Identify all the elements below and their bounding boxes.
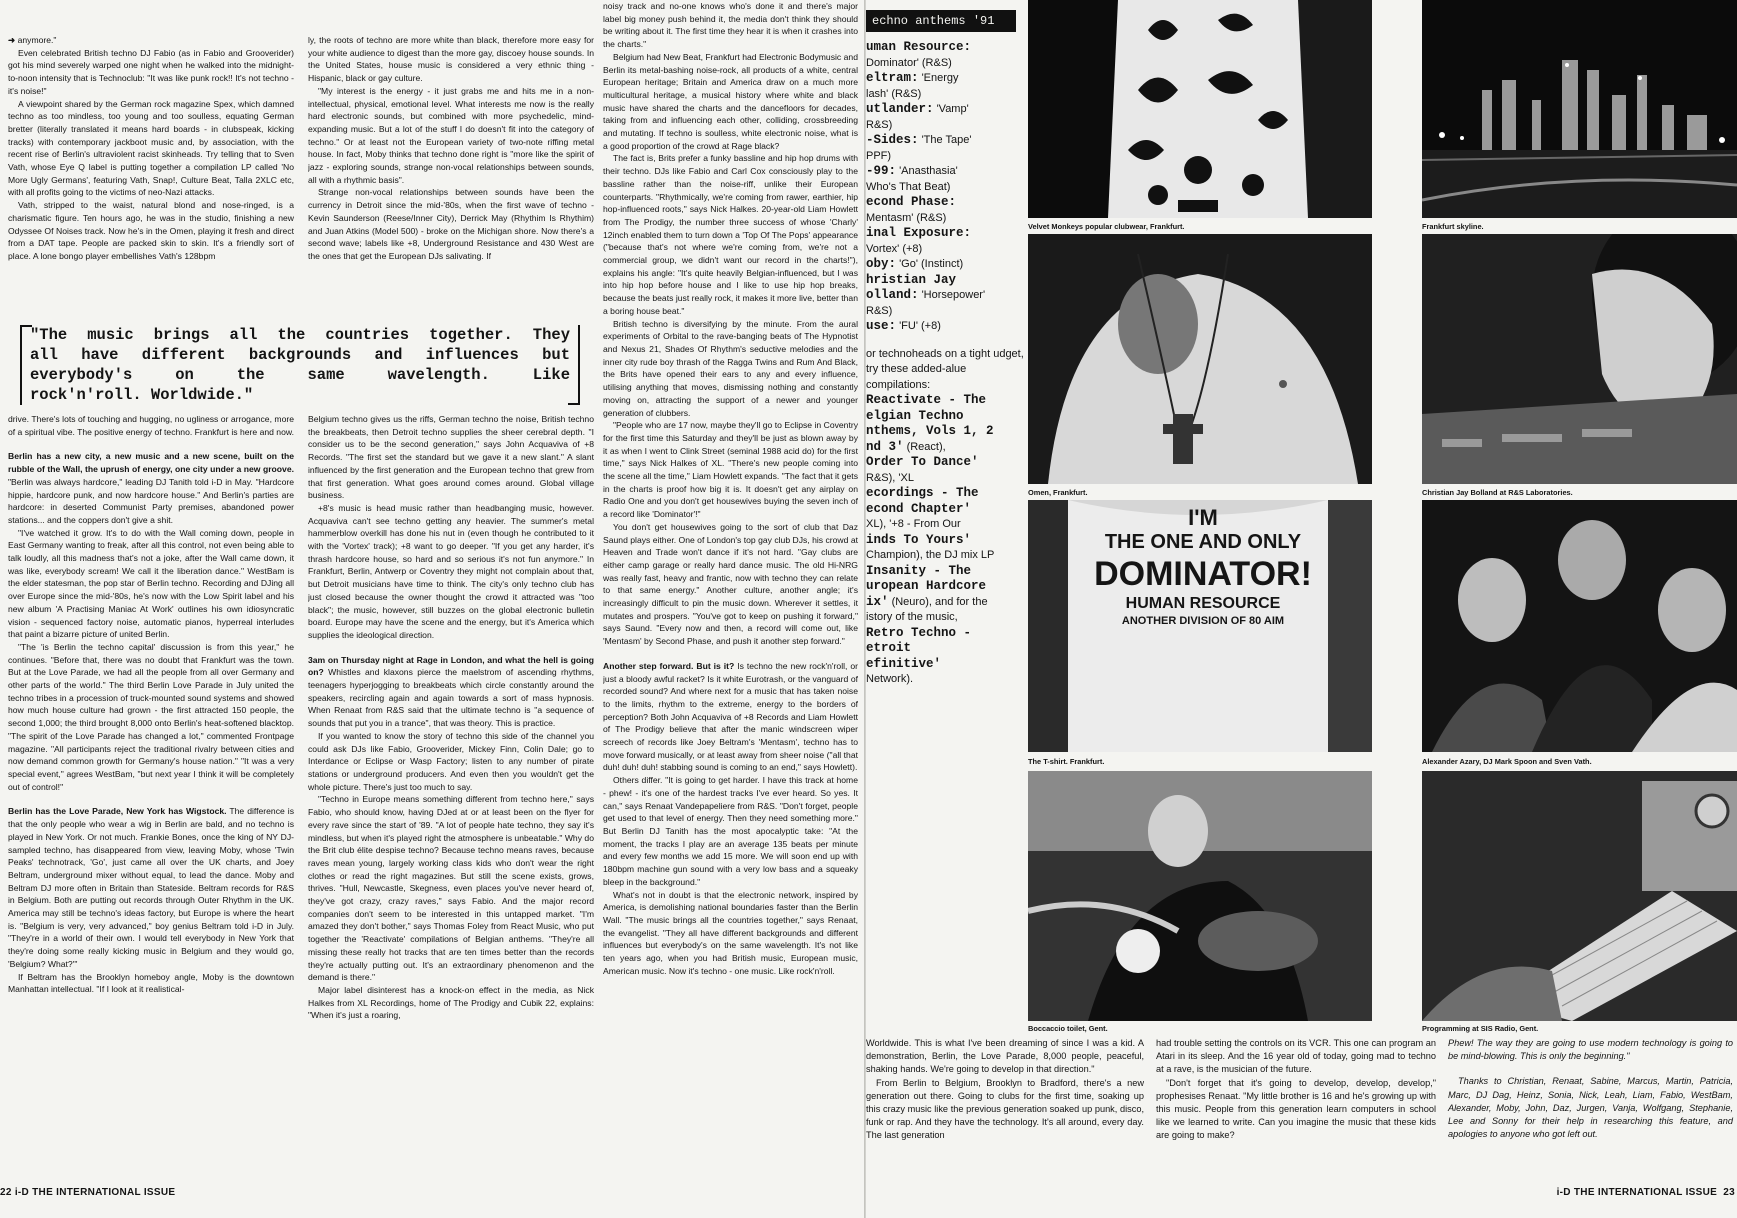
photo-christian-jay-bolland: [1422, 234, 1737, 484]
paragraph: Even celebrated British techno DJ Fabio (as in Fabio and Grooverider) got his mind severely warped one night when he walked into the midnight-to-noon intensity that is Technoclub: "It was like punk rock!! It's not techno - it's noise!": [8, 47, 294, 96]
sidebar-label-text: PPF): [866, 149, 892, 162]
sidebar-title-text: ix': [866, 594, 889, 609]
paragraph: Is techno the new rock'n'roll, or just a bloody awful racket? Is it white Eurotrash, or the vanguard of recorded sound? And where next for a music that has taken noise to the limits, rhythm to the extreme, energy to the borders of perception? Both John Acquaviva of +8 Records and Liam Howlett of The Prodigy believe that after the manic windscreen wiper screech of records like Joey Beltram's 'Mentasm', techno has to move forward musically, or at least away from sheer noise ("all that duh! duh! duh! stabbing sound is coming to an end," says Howlett).: [603, 660, 858, 773]
article-column-1: [8, 34, 294, 324]
sidebar-line: [866, 595, 1026, 611]
left-page: [0, 0, 865, 1218]
sidebar-title-text: utlander:: [866, 102, 934, 116]
photo-sis-radio-programming: [1422, 771, 1737, 1021]
sidebar-title-text: econd Chapter': [866, 501, 972, 516]
sidebar-label-text: Mentasm' (R&S): [866, 211, 947, 224]
paragraph: Phew! The way they are going to use modern technology is going to be mind-blowing. This is only the beginning.": [1448, 1038, 1733, 1062]
paragraph: Vath, stripped to the waist, natural blond and nose-ringed, is a charismatic figure. Ten hours ago, he was in the studio, finishing a new Odyssee Of Noises track. Now he's in the Omen, playing it fresh and direct from a DAT tape. People are packed skin to skin. It's a friendly sort of place. A lone bongo player embellishes Vath's 128bpm: [8, 200, 294, 261]
closing-column-1: [866, 1037, 1144, 1143]
pull-quote-line: all have different backgrounds and influences but: [30, 346, 570, 364]
paragraph: Belgium had New Beat, Frankfurt had Electronic Bodymusic and Berlin its metal-bashing noise-rock, all products of a white, central European heritage; Britain and America draw on a much more multicultural heritage, a musical history where white and black music have shared the charts and the dancefloors for decades, taking from and influencing each other, colliding, crossbreeding and mutating. If techno is soulless, white electronic noise, what is a good proportion of the crowd at Rage black?: [603, 51, 858, 151]
paragraph: Major label disinterest has a knock-on effect in the media, as Nick Halkes from XL Recordings, home of The Prodigy and Cubik 22, explains: "When it's just a roaring,: [308, 984, 594, 1021]
photo-caption: Christian Jay Bolland at R&S Laboratories.: [1422, 488, 1573, 497]
sidebar-label-text: R&S): [866, 118, 893, 131]
tshirt-text: HUMAN RESOURCE: [1125, 595, 1281, 612]
paragraph: "The 'is Berlin the techno capital' discussion is from this year," he continues. "Before that, there was no doubt that Frankfurt was the town. But at the Love Parade, we had all the people from all over Germany and other parts of the world." The third Berlin Love Parade in July united the techno tribes in a procession of truck-mounted sound systems and showed how much house culture had grown - the first attracted 150 people, the second 1,000; the third brought 8,000 onto Berlin's heat-softened blacktop. "The spirit of the Love Parade has changed a lot," commented Frontpage magazine. "All participants reject the traditional rivalry between cities and now demand common growth for Germany's house nation." "It was a very special event," agrees WestBam, "but next year I think it will be completely out of control!": [8, 641, 294, 792]
sidebar-label-text: 'Horsepower': [918, 289, 986, 301]
sidebar-label-text: 'Anasthasia': [896, 165, 958, 177]
sidebar-label-text: Network).: [866, 673, 914, 685]
sidebar-line: [866, 242, 1026, 258]
paragraph: Others differ. "It is going to get harder. I have this track at home - phew! - it's one of the hardest tracks I've ever heard. So yes. It can," says Renaat Vandepapeliere from R&S. "Don't forget, people get used to that level of energy. Then they need something more." But Berlin DJ Tanith has the most apocalyptic take: "At the moment, the tracks I play are an average 135 beats per minute and every few months we add 15 more. We will soon end up with 180bpm machine gun sound with a very low bass and a squeaky bleep in the background.": [603, 775, 858, 887]
sidebar-title-text: Reactivate - The: [866, 393, 987, 407]
sidebar-label-text: Vortex' (+8): [866, 242, 923, 255]
paragraph: You don't get housewives going to the sort of club that Daz Saund plays either. One of London's top gay club DJs, his crowd at Heaven and Trade won't dance if it's not hard. "Gay clubs are either camp garage or really hard dance music. The old Hi-NRG was really fast, heavy and frantic, now with techno they can relate to that same energy." Another culture, another angle; it's increasingly difficult to pin the music down. Wherever it settles, it mutates and prospers. "You've got to keep on pushing it forward," says Saund. "Every now and then, a record will come out, like 'Mentasm' by Second Phase, and push it another step forward.": [603, 521, 858, 647]
photo-caption: The T-shirt. Frankfurt.: [1028, 757, 1105, 766]
paragraph: The difference is that the only people who wear a wig in Berlin are bald, and no techno is played in New York. Or not much. Frankie Bones, once the king of NY DJ-sampled techno, has disappeared from view, leaving Moby, whose 'Twin Peaks' technotrack, 'Go', just came all over the UK charts, and Joey Beltram, underground mixer without equal, to lead the dance. Moby and Beltram DJ more often in Britain than Stateside. Beltram records for R&S in Belgium. Both are putting out records through Outer Rhythm in the UK. America may still be techno's ideas factory, but Europe is where the heart is. "Belgium is very, very advanced," boy genius Beltram told i-D in July. "They're in a world of their own. I would tell everybody in New York that they're doing some really kicking music in Belgium and they would go, 'Belgium? What?'": [8, 806, 294, 969]
paragraph: The fact is, Brits prefer a funky bassline and hip hop drums with their techno. DJs like Fabio and Carl Cox consciously play to the bassline rather than the noise-riff, unlike their European counterparts. "Rhythmically, we're coming from rawer, earthier, hip hop-influenced roots," says Nick Halkes. 20-year-old Liam Howlett from The Prodigy, the number three success of whose 'Charly' 12inch enabled them to turn down a 'Top Of The Pops' appearance ("because that's not where we're coming from, we're not a commercial group, we didn't want our record in the charts!"), explains his angle: "It's quite heavily Belgian-influenced, but I was into hip hop before house and I like to use hip hop breaks, because the beats just really rock, it makes it more live, better than a boring house beat.": [603, 153, 858, 316]
sidebar-line: [866, 672, 1026, 688]
photo-velvet-monkeys-clubwear: [1028, 0, 1372, 218]
photo-caption: Boccaccio toilet, Gent.: [1028, 1024, 1108, 1033]
paragraph: had trouble setting the controls on its VCR. This one can program an Atari in its sleep. And the 16 year old of today, going mad to techno at a rave, is the musician of the future.: [1156, 1038, 1436, 1075]
closing-column-2: [1156, 1037, 1436, 1143]
photo-dominator-tshirt: [1028, 500, 1372, 752]
pull-quote: [20, 325, 580, 405]
sidebar-label-text: (Neuro), and for the: [888, 595, 988, 608]
continuation-arrow-icon: ➜: [8, 35, 18, 45]
sidebar-line: [866, 486, 1026, 502]
photo-azary-spoon-vath: [1422, 500, 1737, 752]
photo-frankfurt-skyline: [1422, 0, 1737, 218]
sidebar-title-text: elgian Techno: [866, 408, 964, 423]
sidebar-title-text: efinitive': [866, 656, 942, 671]
sidebar-title-text: uropean Hardcore: [866, 579, 987, 593]
sidebar-line: [866, 257, 1026, 273]
photo-boccaccio-toilet: [1028, 771, 1372, 1021]
paragraph: If you wanted to know the story of techno this side of the channel you could ask DJs like Fabio, Grooverider, Mickey Finn, Colin Dale; go to Interdance or Eclipse or Wasp Factory; listen to any number of pirate stations or underground producers. And even then you wouldn't get the whole picture. There's just too much to say.: [308, 730, 594, 792]
sidebar-line: [866, 564, 1026, 580]
sidebar-label-text: 'Energy: [918, 72, 959, 84]
anthems-sidebar: [866, 40, 1026, 688]
sidebar-line: [866, 211, 1026, 227]
sidebar-line: [866, 304, 1026, 320]
sidebar-line: [866, 273, 1026, 289]
subhead: 3am on Thursday night at Rage in London, and what the hell is going on?: [308, 654, 594, 678]
sidebar-title-text: oby:: [866, 257, 897, 271]
sidebar-line: [866, 319, 1026, 335]
sidebar-label-text: Champion), the DJ mix LP: [866, 549, 995, 561]
photo-caption: Velvet Monkeys popular clubwear, Frankfurt.: [1028, 222, 1185, 231]
sidebar-line: [866, 533, 1026, 549]
sidebar-line: [866, 118, 1026, 134]
sidebar-line: [866, 517, 1026, 533]
paragraph: anymore.": [17, 35, 57, 45]
sidebar-line: [866, 548, 1026, 564]
sidebar-line: [866, 471, 1026, 487]
magazine-title: i-D THE INTERNATIONAL ISSUE: [1556, 1187, 1718, 1198]
sidebar-line: [866, 657, 1026, 673]
sidebar-label-text: Who's That Beat): [866, 180, 951, 193]
right-page: [866, 0, 1737, 1218]
page-number: 22: [0, 1187, 12, 1198]
sidebar-label-text: XL), '+8 - From Our: [866, 518, 961, 530]
tshirt-text: THE ONE AND ONLY: [1104, 531, 1302, 553]
pull-quote-line: "The music brings all the countries together. They: [30, 326, 570, 344]
sidebar-line: [866, 455, 1026, 471]
sidebar-line: [866, 40, 1026, 56]
magazine-title: i-D THE INTERNATIONAL ISSUE: [14, 1187, 176, 1198]
sidebar-title-text: eltram:: [866, 71, 919, 85]
paragraph: "People who are 17 now, maybe they'll go to Eclipse in Coventry for the first time this Saturday and they'll be just as blown away by it as when I went to Clink Street (seminal 1988 acid do) for the first time," says Nick Halkes of XL. "There's new people coming into the scene all the time," Liam Howlett expands. "The fact that it gets in the charts is proof how big it is. It doesn't get any airplay on Radio One and you don't get housewives buying the seven inch of a record like 'Dominator'!": [603, 420, 858, 520]
article-column-2: [308, 34, 594, 324]
sidebar-title-text: ecordings - The: [866, 486, 979, 500]
sidebar-line: [866, 579, 1026, 595]
sidebar-title: echno anthems '91: [866, 10, 1016, 32]
sidebar-label-text: 'The Tape': [918, 134, 972, 146]
sidebar-title-text: econd Phase:: [866, 195, 957, 209]
paragraph: +8's music is head music rather than headbanging music, however. Acquaviva can't see techno getting any heavier. The summer's metal hammerblow overkill has done his nut in (even though he contributed to it with the 'Vortex' track); +8 want to go deeper. "If you get any harder, it's thrash hardcore house, so hard and so serious it's not fun anymore." In Frankfurt, Berlin, Antwerp or Coventry they might not complain about that, but Detroit musicians have time to think. The city's only techno club has just closed because the owner thought the crowd it attracted was "too black"; the music, however, still buzzes on the global electronic bulletin board. Europe may have the scene and the energy, but it's America which supplies the ideological direction.: [308, 502, 594, 640]
sidebar-label-text: (React),: [903, 440, 946, 453]
photo-caption: Frankfurt skyline.: [1422, 222, 1484, 231]
page-folio: [0, 1187, 175, 1198]
sidebar-line: [866, 641, 1026, 657]
sidebar-line: [866, 102, 1026, 118]
sidebar-title-text: inal Exposure:: [866, 226, 972, 240]
tshirt-text: ANOTHER DIVISION OF 80 AIM: [1121, 615, 1285, 627]
sidebar-line: [866, 502, 1026, 518]
paragraph: If Beltram has the Brooklyn homeboy angle, Moby is the downtown Manhattan intellectual. "If I look at it realistical-: [8, 971, 294, 995]
paragraph: "Techno in Europe means something different from techno here," says Fabio, who should know, having DJed at or at least been on the flyer for every rave since the start of '89. "A lot of people hate techno, they say it's mindless, but when it's played right the atmosphere is unbeatable." Why do the Brit club élite despise techno? Because techno means raves, because raves mean young, largely working class kids who don't wear the right clothes or read the right magazines. But still the scene exists, grows, thrives. "Hull, Newcastle, Skegness, even places you've never heard of, they've got crazy, crazy raves," says Fabio. And the major record companies don't seem to be interested in this untapped market. "I'm amazed they don't bother," says Thomas Foley from React Music, who put together the 'Reactivate' compilations of Belgian anthems. "They're all missing these really hot tracks that are ten times better than the records they're actually putting out. It's an extraordinary phenomenon and the demand is there.": [308, 794, 594, 983]
sidebar-intro: or technoheads on a tight udget, try these added-alue compilations:: [866, 347, 1024, 391]
closing-column-3: [1448, 1037, 1733, 1141]
sidebar-title-text: uman Resource:: [866, 40, 972, 54]
sidebar-title-text: olland:: [866, 288, 919, 302]
photo-omen-frankfurt: [1028, 234, 1372, 484]
sidebar-line: [866, 149, 1026, 165]
sidebar-title-text: hristian Jay: [866, 272, 957, 287]
sidebar-line: [866, 610, 1026, 626]
sidebar-label-text: 'FU' (+8): [896, 320, 941, 332]
sidebar-label-text: R&S): [866, 304, 893, 317]
sidebar-title-text: -99:: [866, 164, 897, 178]
acknowledgements: Thanks to Christian, Renaat, Sabine, Marcus, Martin, Patricia, Marc, DJ Dag, Heinz, Sonia, Nick, Leah, Liam, Fabio, WestBam, Alexander, Moby, John, Daz, Jurgen, Vanja, Wolfgang, Stephanie, Lee and Sonny for their help in researching this feature, and apologies to anyone who got left out.: [1448, 1076, 1733, 1140]
pull-quote-line: rock'n'roll. Worldwide.": [30, 386, 254, 404]
photo-caption: Omen, Frankfurt.: [1028, 488, 1088, 497]
paragraph: "My interest is the energy - it just grabs me and hits me in a non-intellectual, physical, emotional level. What interests me now is the really hard electronic sounds, but combined with more psychedelic, mind-expanding music. But a lot of the stuff I do doesn't fit into the category of techno." Or at least not the European variety of two-note riffing metal house. In fact, Moby thinks that techno done right is "more like the spirit of jazz - exploring sounds, strange non-vocal relationships between sounds, all with a rhythmic basis".: [308, 85, 594, 185]
sidebar-line: [866, 180, 1026, 196]
sidebar-line: [866, 56, 1026, 72]
paragraph: Strange non-vocal relationships between sounds have been the currency in Detroit since the mid-'80s, when the first wave of techno - Kevin Saunderson (Reese/Inner City), Derrick May (Rhythim Is Rhythim) and Juan Atkins (Model 500) - broke on the Michigan shore. Now there's a second wave; labels like +8, Underground Resistance and 430 West are the ones that get the European DJs salivating. If: [308, 187, 594, 261]
article-column-1-lower: [8, 413, 294, 1188]
paragraph: A viewpoint shared by the German rock magazine Spex, which damned techno as too mindless, too young and too soulless, equating German bretter (literally translated it means hard boards - in clubspeak, kicking tracks) with contemporary jackboot music and, by association, with the recent rise of Berlin's ultraviolent racist skinheads. Try telling that to Sven Vath, whose Eye Q label is putting together a compilation LP called 'No More Ugly Germans', featuring Vath, Snap!, Culture Beat, Talla 2XLC etc, with all profits going to the victims of neo-Nazi attacks.: [8, 98, 294, 198]
sidebar-label-text: 'Go' (Instinct): [896, 258, 964, 270]
sidebar-line: [866, 409, 1026, 425]
sidebar-title-text: -Sides:: [866, 133, 919, 147]
paragraph: ly, the roots of techno are more white than black, therefore more easy for your white audience to digest than the more gay, discoey house sounds. In the United States, house music is considered a very ethnic thing - Hispanic, black or gay culture.: [308, 35, 594, 84]
sidebar-label-text: lash' (R&S): [866, 87, 922, 100]
sidebar-line: [866, 288, 1026, 304]
paragraph: "Don't forget that it's going to develop, develop, develop," prophesises Renaat. "My little brother is 16 and he's growing up with this music. People from this generation learn computers in school like we learned to write. Can you imagine the music that these kids are going to make?: [1156, 1077, 1436, 1141]
sidebar-title-text: Retro Techno -: [866, 625, 972, 640]
sidebar-line: [866, 226, 1026, 242]
paragraph: Worldwide. This is what I've been dreaming of since I was a kid. A demonstration, Berlin, the Love Parade, 8,000 people, peaceful, shaking hands. We're going to develop in that direction.": [866, 1038, 1144, 1075]
sidebar-line: [866, 195, 1026, 211]
paragraph: British techno is diversifying by the minute. From the aural experiments of Orbital to the rave-banging beats of The Hypnotist and Nexus 21, Shades Of Rhythm's seductive melodies and the inner city rude boy thrash of the Ragga Twins and Rum And Black, the Brits have opened their ears to any and every influence, utilising anything that moves, dismissing nothing and constantly moving on, attracting the support of a newer and younger generation of clubbers.: [603, 318, 858, 418]
sidebar-line: [866, 71, 1026, 87]
sidebar-title-text: use:: [866, 319, 897, 333]
article-column-2-lower: [308, 413, 594, 1188]
sidebar-line: [866, 393, 1026, 409]
subhead: Another step forward. But is it?: [603, 660, 735, 671]
subhead: Berlin has the Love Parade, New York has Wigstock.: [8, 806, 227, 817]
sidebar-title-text: nd 3': [866, 439, 904, 454]
sidebar-title-text: Order To Dance': [866, 455, 979, 469]
sidebar-title-text: etroit: [866, 641, 912, 655]
sidebar-title-text: nthems, Vols 1, 2: [866, 424, 994, 438]
sidebar-line: [866, 87, 1026, 103]
sidebar-line: [866, 164, 1026, 180]
paragraph: From Berlin to Belgium, Brooklyn to Bradford, there's a new generation out there. Going to clubs for the first time, soaking up this crazy music like the previous generation soaked up punk, disco, funk or rap. And they have the technology. It's all around, every day. The last generation: [866, 1077, 1144, 1141]
sidebar-label-text: Dominator' (R&S): [866, 56, 952, 69]
paragraph: "I've watched it grow. It's to do with the Wall coming down, people in East Germany wanting to freak, after all this control, not even being able to talk loudly, all this madness that's not a joke, after the Wall came down, it was like, everybody scream! We call it the liberation dance." WestBam is the elder statesman, the pop star of Berlin techno. Recording and DJing all over Europe since the mid-'80s, he's now with the Low Spirit label and his new album 'A Practising Maniac At Work' outlines his own idiosyncratic vision - sequenced factory noise, automatic pianos, hyperreal interludes that paint a bizarre picture of united Berlin.: [8, 527, 294, 640]
paragraph: Belgium techno gives us the riffs, German techno the noise, British techno the breakbeats, then Detroit techno supplies the sheer cerebral depth. "I consider us to be the second generation," says John Acquaviva of +8 Records. "The first set the standard but we gave it a new slant." A slant influenced by the first generation and the European techno that grew from that first generation. What goes around comes around. Global village business.: [308, 414, 594, 501]
page-number: 23: [1723, 1187, 1735, 1198]
sidebar-title-text: Insanity - The: [866, 563, 972, 578]
paragraph: drive. There's lots of touching and hugging, no ugliness or arrogance, more of a spiritual vibe. The positive energy of techno. Frankfurt is here and now.: [8, 414, 294, 437]
sidebar-label-text: istory of the music,: [866, 611, 958, 623]
paragraph: "Berlin was always hardcore," leading DJ Tanith told i-D in May. "Hardcore hippie, hardcore punk, and now hardcore house." And Berlin's parties are hardcore: in deserted Communist Party premises, abandoned power stations... and the coppers don't give a shit.: [8, 476, 294, 525]
subhead: Berlin has a new city, a new music and a new scene, built on the rubble of the Wall, the uprush of energy, one city under a new groove.: [8, 451, 294, 475]
page-folio: [1557, 1187, 1735, 1198]
sidebar-label-text: 'Vamp': [933, 103, 969, 115]
sidebar-title-text: inds To Yours': [866, 532, 972, 547]
paragraph: noisy track and no-one knows who's done it and there's major label big money push behind it, the media don't think they should be writing about it. The first time they hear it is when it crashes into the charts.": [603, 1, 858, 50]
paragraph: Whistles and klaxons pierce the maelstrom of ascending rhythms, teenagers hyperjogging to breakbeats which circle constantly around the speakers, recircling again and again towards a sort of mass hypnosis. When Renaat from R&S said that the ultimate techno is "a sequence of sounds that put you in a trance", that was theory. This is practice.: [308, 667, 594, 729]
photo-caption: Programming at SIS Radio, Gent.: [1422, 1024, 1539, 1033]
sidebar-label-text: R&S), 'XL: [866, 471, 914, 484]
sidebar-line: [866, 626, 1026, 642]
sidebar-line: [866, 424, 1026, 440]
photo-caption: Alexander Azary, DJ Mark Spoon and Sven Vath.: [1422, 757, 1592, 766]
sidebar-line: [866, 133, 1026, 149]
tshirt-text: DOMINATOR!: [1094, 555, 1312, 593]
article-column-3: [603, 0, 858, 1180]
paragraph: What's not in doubt is that the electronic network, inspired by America, is demolishing national boundaries faster than the Berlin Wall. "The music brings all the countries together," says Renaat, the evangelist. "They all have different backgrounds and different influences but everybody's on the same wavelength. It's not like ten years ago, when you had British music, European music, American music. Now it's techno - one music. Like rock'n'roll.: [603, 889, 858, 976]
tshirt-text: I'M: [1188, 505, 1218, 530]
pull-quote-line: everybody's on the same wavelength. Like: [30, 366, 570, 384]
sidebar-line: [866, 440, 1026, 456]
